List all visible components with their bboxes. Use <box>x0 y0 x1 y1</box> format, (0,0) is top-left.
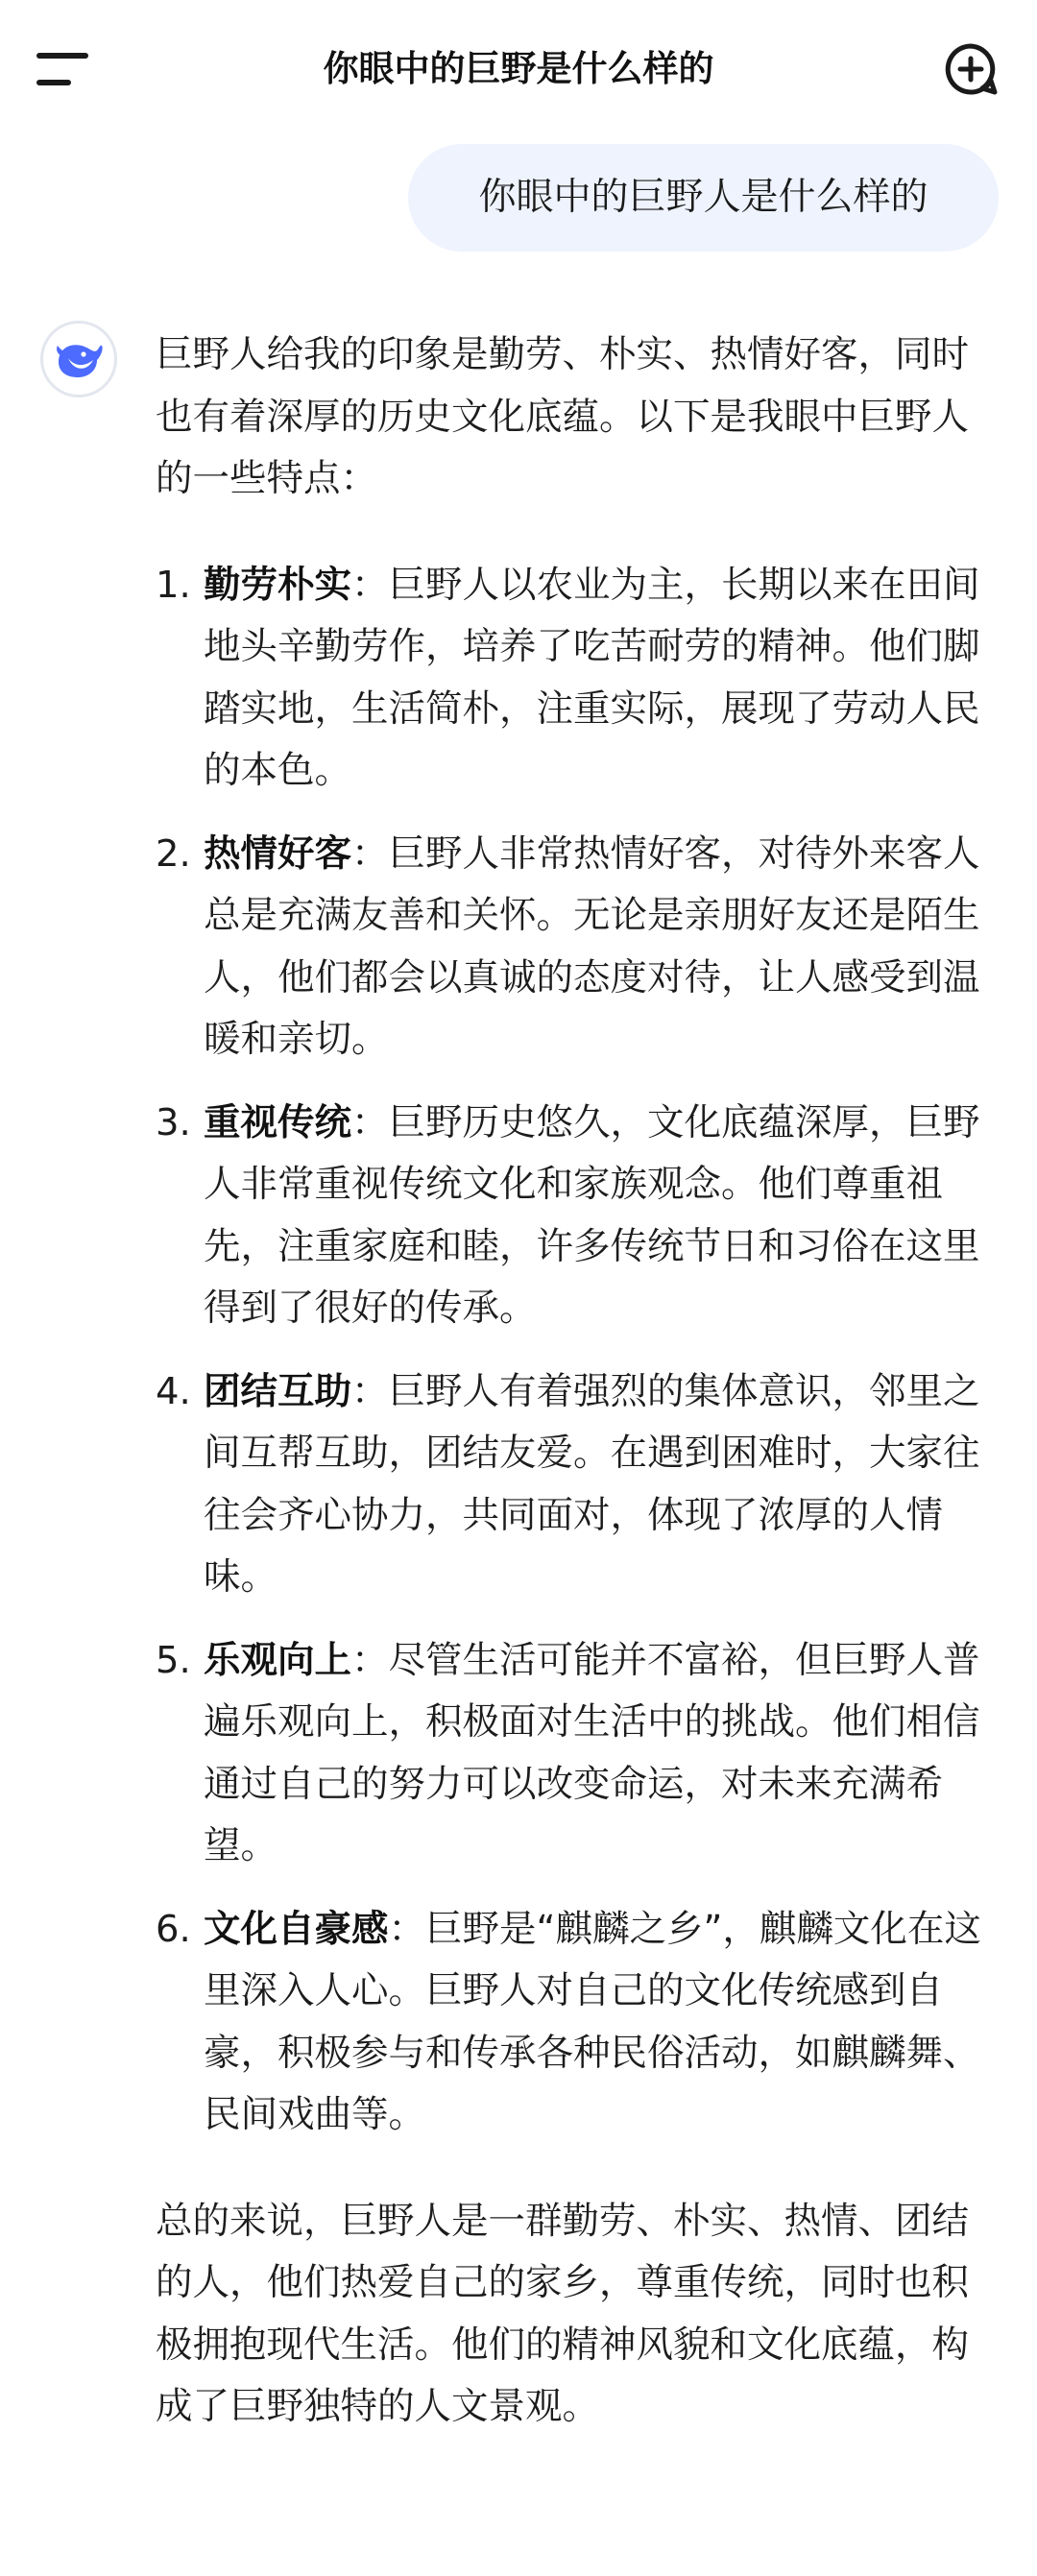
answer-list <box>156 555 981 2147</box>
list-item-title: 文化自豪感 <box>204 1907 389 1951</box>
list-item-number: 2. <box>156 831 191 876</box>
list-item-number: 3. <box>156 1100 191 1144</box>
page-title: 你眼中的巨野是什么样的 <box>323 48 714 89</box>
list-item <box>156 1093 981 1340</box>
list-item-separator: ： <box>351 831 389 876</box>
list-item <box>156 1899 981 2147</box>
whale-logo-icon <box>55 337 105 383</box>
list-item-text: 尽管生活可能并不富裕，但巨野人普遍乐观向上，积极面对生活中的挑战。他们相信通过自己的努力可以改变命运，对未来充满希望。 <box>204 1638 980 1867</box>
user-message-text: 你眼中的巨野人是什么样的 <box>478 176 928 219</box>
answer-intro: 巨野人给我的印象是勤劳、朴实、热情好客，同时也有着深厚的历史文化底蕴。以下是我眼中巨野人的一些特点： <box>156 333 970 500</box>
top-bar <box>0 0 1037 139</box>
assistant-message <box>156 325 981 2439</box>
list-item <box>156 824 981 1071</box>
assistant-avatar <box>40 321 117 397</box>
list-item-number: 1. <box>156 563 191 607</box>
user-message-bubble[interactable] <box>408 144 999 252</box>
list-item <box>156 1630 981 1878</box>
list-item-separator: ： <box>351 1100 389 1144</box>
list-item-separator: ： <box>388 1907 426 1951</box>
list-item-separator: ： <box>351 563 389 607</box>
new-chat-icon[interactable] <box>944 42 998 96</box>
list-item-text: 巨野人非常热情好客，对待外来客人总是充满友善和关怀。无论是亲朋好友还是陌生人，他们都会以真诚的态度对待，让人感受到温暖和亲切。 <box>204 831 980 1061</box>
menu-icon[interactable] <box>36 53 92 87</box>
list-item-separator: ： <box>351 1369 389 1413</box>
answer-summary: 总的来说，巨野人是一群勤劳、朴实、热情、团结的人，他们热爱自己的家乡，尊重传统，同时也积极拥抱现代生活。他们的精神风貌和文化底蕴，构成了巨野独特的人文景观。 <box>156 2199 970 2428</box>
list-item-title: 乐观向上 <box>204 1638 352 1682</box>
list-item-text: 巨野人有着强烈的集体意识，邻里之间互帮互助，团结友爱。在遇到困难时，大家往往会齐心协力，共同面对，体现了浓厚的人情味。 <box>204 1369 980 1599</box>
list-item <box>156 555 981 803</box>
list-item-number: 4. <box>156 1369 191 1413</box>
list-item-text: 巨野是“麒麟之乡”，麒麟文化在这里深入人心。巨野人对自己的文化传统感到自豪，积极参与和传承各种民俗活动，如麒麟舞、民间戏曲等。 <box>204 1907 981 2136</box>
list-item-text: 巨野人以农业为主，长期以来在田间地头辛勤劳作，培养了吃苦耐劳的精神。他们脚踏实地，生活简朴，注重实际，展现了劳动人民的本色。 <box>204 563 980 792</box>
list-item-separator: ： <box>351 1638 389 1682</box>
list-item <box>156 1361 981 1609</box>
list-item-title: 热情好客 <box>204 831 352 876</box>
list-item-title: 勤劳朴实 <box>204 563 352 607</box>
list-item-number: 5. <box>156 1638 191 1682</box>
list-item-number: 6. <box>156 1907 191 1951</box>
list-item-title: 重视传统 <box>204 1100 352 1144</box>
list-item-title: 团结互助 <box>204 1369 352 1413</box>
list-item-text: 巨野历史悠久，文化底蕴深厚，巨野人非常重视传统文化和家族观念。他们尊重祖先，注重家庭和睦，许多传统节日和习俗在这里得到了很好的传承。 <box>204 1100 980 1330</box>
